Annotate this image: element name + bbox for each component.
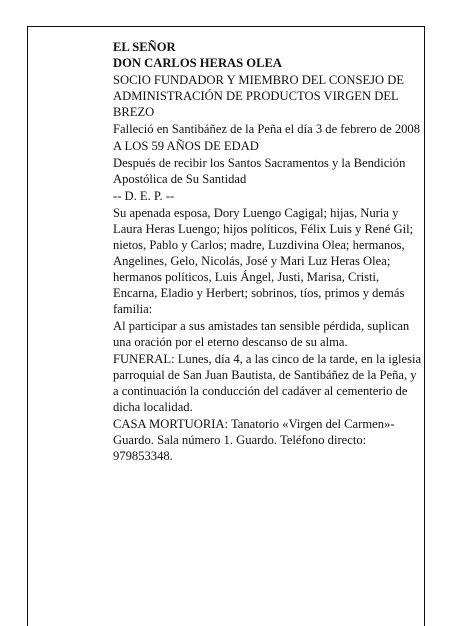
notice-title: EL SEÑOR <box>113 40 176 54</box>
funeral-info: FUNERAL: Lunes, día 4, a las cinco de la tarde, en la iglesia parroquial de San Juan Bautista, de Santibáñez de la Peña, y a continuación la conducción del cadáver al cementerio de dicha localidad. <box>113 352 422 414</box>
family-list: Su apenada esposa, Dory Luengo Cagigal; hijas, Nuria y Laura Heras Luengo; hijos políticos, Félix Luis y René Gil; nietos, Pablo y Carlos; madre, Luzdivina Olea; hermanos, Angelines, Gelo, Nicolás, José y Mari Luz Heras Olea; hermanos políticos, Luis Ángel, Justi, Marisa, Cristi, Encarna, Eladio y Herbert; sobrinos, tíos, primos y demás familia: <box>113 206 414 316</box>
death-details: Falleció en Santibáñez de la Peña el día 3 de febrero de 2008 <box>113 122 421 136</box>
age-at-death: A LOS 59 AÑOS DE EDAD <box>113 139 259 153</box>
obituary-notice <box>113 39 425 465</box>
rip-line: -- D. E. P. -- <box>113 189 175 203</box>
deceased-name: DON CARLOS HERAS OLEA <box>113 56 282 70</box>
sacraments-text: Después de recibir los Santos Sacramentos y la Bendición Apostólica de Su Santidad <box>113 156 406 186</box>
deceased-role: SOCIO FUNDADOR Y MIEMBRO DEL CONSEJO DE ADMINISTRACIÓN DE PRODUCTOS VIRGEN DEL BREZO <box>113 73 405 119</box>
prayer-request: Al participar a sus amistades tan sensible pérdida, suplican una oración por el eterno descanso de su alma. <box>113 319 410 349</box>
mortuary-info: CASA MORTUORIA: Tanatorio «Virgen del Carmen»-Guardo. Sala número 1. Guardo. Teléfono directo: 979853348. <box>113 417 395 463</box>
